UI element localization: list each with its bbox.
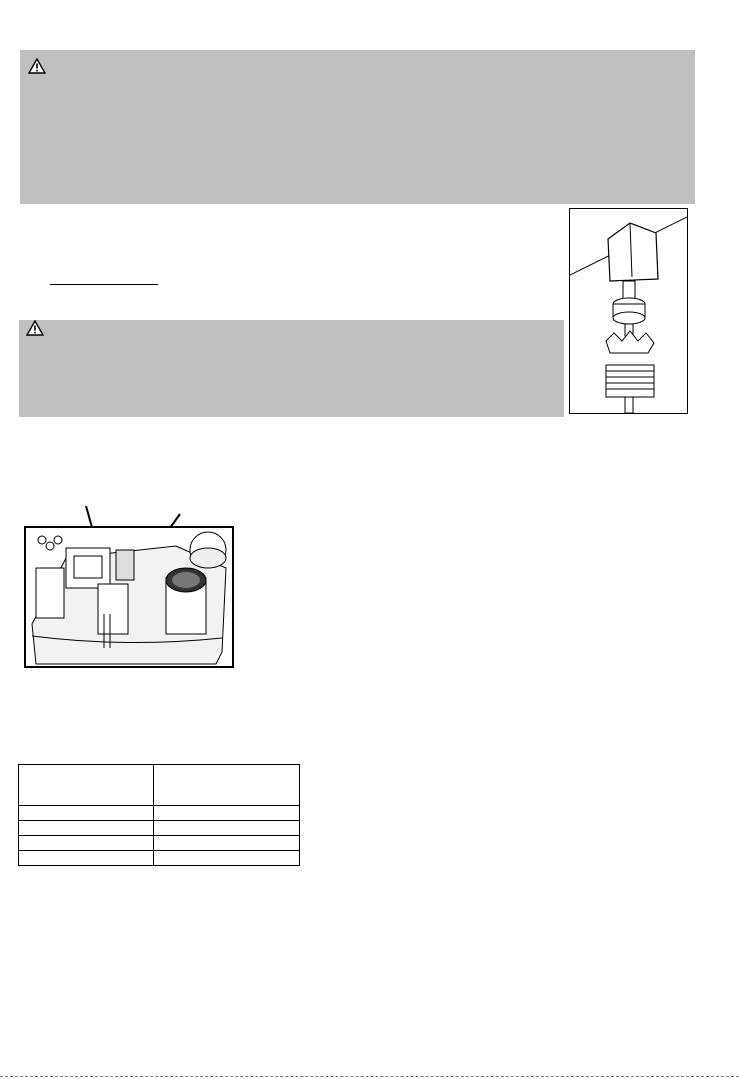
table-header-cell xyxy=(19,765,154,806)
table-cell xyxy=(19,851,154,866)
cable-gland-illustration xyxy=(570,209,687,413)
table-cell xyxy=(19,821,154,836)
warning-triangle-icon xyxy=(26,320,44,336)
table-cell xyxy=(19,806,154,821)
table-cell xyxy=(154,851,300,866)
table-row xyxy=(19,851,300,866)
underlined-heading xyxy=(50,270,158,285)
table-cell xyxy=(19,836,154,851)
warning-triangle-icon xyxy=(28,58,46,74)
table-row xyxy=(19,806,300,821)
table-cell xyxy=(154,806,300,821)
page-footer-divider xyxy=(0,1076,739,1077)
warning-box-top xyxy=(20,50,695,204)
table-header-cell xyxy=(154,765,300,806)
table-header-row xyxy=(19,765,300,806)
table-cell xyxy=(154,821,300,836)
table-row xyxy=(19,821,300,836)
table-cell xyxy=(154,836,300,851)
cable-gland-figure xyxy=(569,208,688,414)
data-table xyxy=(18,764,300,866)
table-row xyxy=(19,836,300,851)
warning-box-middle xyxy=(19,320,564,417)
terminal-board-figure xyxy=(24,526,234,668)
circuit-board-photo xyxy=(26,528,232,666)
